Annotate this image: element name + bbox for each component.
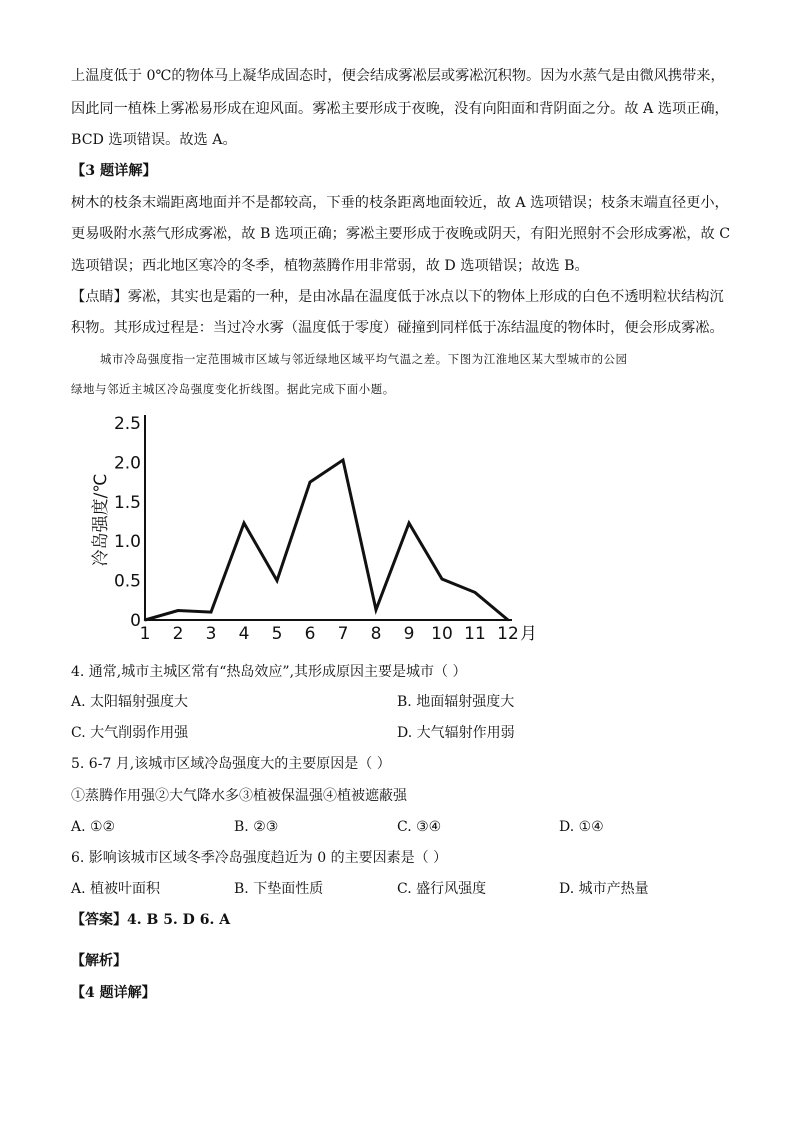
q4-option-d[interactable]: D. 大气辐射作用弱 (397, 725, 515, 741)
data-point (243, 522, 245, 524)
section-heading-q4: 【4 题详解】 (71, 985, 156, 1001)
chart-plot-area (114, 414, 537, 644)
x-tick-label: 12 (497, 624, 519, 644)
y-tick-label: 2.5 (113, 414, 141, 434)
y-axis-label: 冷岛强度/℃ (91, 473, 111, 567)
x-tick-label: 10 (431, 624, 453, 644)
question-6: 6. 影响该城市区域冬季冷岛强度趋近为 0 的主要因素是（ ） (71, 850, 448, 866)
x-axis-unit-label: 月 (520, 624, 537, 644)
x-tick-label: 1 (139, 624, 151, 644)
paragraph-line: 因此同一植株上雾凇易形成在迎风面。雾凇主要形成于夜晚，没有向阳面和背阴面之分。故 A 选项正确， (71, 101, 729, 117)
y-tick-label: 0.5 (113, 571, 141, 592)
data-point (276, 579, 278, 581)
q6-option-b[interactable]: B. 下垫面性质 (234, 881, 324, 897)
paragraph-line: 树木的枝条末端距离地面并不是都较高，下垂的枝条距离地面较近，故 A 选项错误；枝条末端直径更小， (71, 195, 729, 211)
x-tick-label: 3 (205, 624, 217, 644)
analysis-heading: 【解析】 (71, 953, 127, 969)
x-tick-label: 7 (337, 624, 349, 644)
x-tick-label: 6 (304, 624, 316, 644)
x-tick-label: 5 (271, 624, 283, 644)
x-tick-label: 11 (464, 624, 486, 644)
data-point (342, 459, 344, 461)
x-tick-label: 4 (238, 624, 250, 644)
data-point (210, 611, 212, 613)
paragraph-line: BCD 选项错误。故选 A。 (71, 132, 237, 148)
question-4: 4. 通常,城市主城区常有“热岛效应”,其形成原因主要是城市（ ） (71, 664, 467, 680)
dianjing-line: 积物。其形成过程是：当过冷水雾（温度低于零度）碰撞到同样低于冻结温度的物体时，便会形成雾凇。 (71, 320, 724, 336)
q5-option-c[interactable]: C. ③④ (397, 819, 442, 835)
x-tick-label: 9 (403, 624, 415, 644)
data-point (144, 619, 146, 621)
q5-option-a[interactable]: A. ①② (71, 819, 116, 835)
y-tick-label: 1.0 (113, 532, 141, 553)
answer-line: 【答案】4. B 5. D 6. A (71, 912, 231, 928)
data-point (375, 609, 377, 611)
data-point (441, 578, 443, 580)
data-point (408, 522, 410, 524)
dianjing-line: 【点睛】雾凇，其实也是霜的一种，是由冰晶在温度低于冰点以下的物体上形成的白色不透明粒状结构沉 (71, 289, 724, 305)
q6-option-a[interactable]: A. 植被叶面积 (71, 881, 161, 897)
data-point (474, 591, 476, 593)
q4-option-b[interactable]: B. 地面辐射强度大 (397, 694, 515, 710)
y-tick-label: 1.5 (113, 492, 141, 513)
data-point (507, 619, 509, 621)
y-tick-label: 0 (130, 611, 141, 631)
paragraph-line: 上温度低于 0℃的物体马上凝华成固态时，便会结成雾凇层或雾凇沉积物。因为水蒸气是由微风携带来， (71, 68, 725, 84)
q6-option-c[interactable]: C. 盛行风强度 (397, 881, 487, 897)
intro-line: 绿地与邻近主城区冷岛强度变化折线图。据此完成下面小题。 (71, 382, 395, 396)
paragraph-line: 更易吸附水蒸气形成雾凇，故 B 选项正确；雾凇主要形成于夜晚或阴天，有阳光照射不会形成雾凇，故 C (71, 226, 731, 242)
q4-option-a[interactable]: A. 太阳辐射强度大 (71, 694, 189, 710)
q5-statements: ①蒸腾作用强②大气降水多③植被保温强④植被遮蔽强 (71, 788, 407, 804)
question-5: 5. 6-7 月,该城市区域冷岛强度大的主要原因是（ ） (71, 756, 391, 772)
data-point (309, 481, 311, 483)
y-tick-label: 2.0 (113, 453, 141, 474)
q6-option-d[interactable]: D. 城市产热量 (559, 881, 649, 897)
q4-option-c[interactable]: C. 大气削弱作用强 (71, 725, 189, 741)
cold-island-line-chart (0, 400, 560, 650)
data-point (177, 609, 179, 611)
section-heading-q3: 【3 题详解】 (71, 163, 157, 179)
x-tick-label: 8 (370, 624, 382, 644)
paragraph-line: 选项错误；西北地区寒冷的冬季，植物蒸腾作用非常弱，故 D 选项错误；故选 B。 (71, 258, 589, 274)
series-line (145, 460, 508, 620)
intro-line: 城市冷岛强度指一定范围城市区域与邻近绿地区域平均气温之差。下图为江淮地区某大型城市的公园 (100, 352, 628, 366)
q5-option-b[interactable]: B. ②③ (234, 819, 279, 835)
x-tick-label: 2 (172, 624, 184, 644)
q5-option-d[interactable]: D. ①④ (559, 819, 604, 835)
